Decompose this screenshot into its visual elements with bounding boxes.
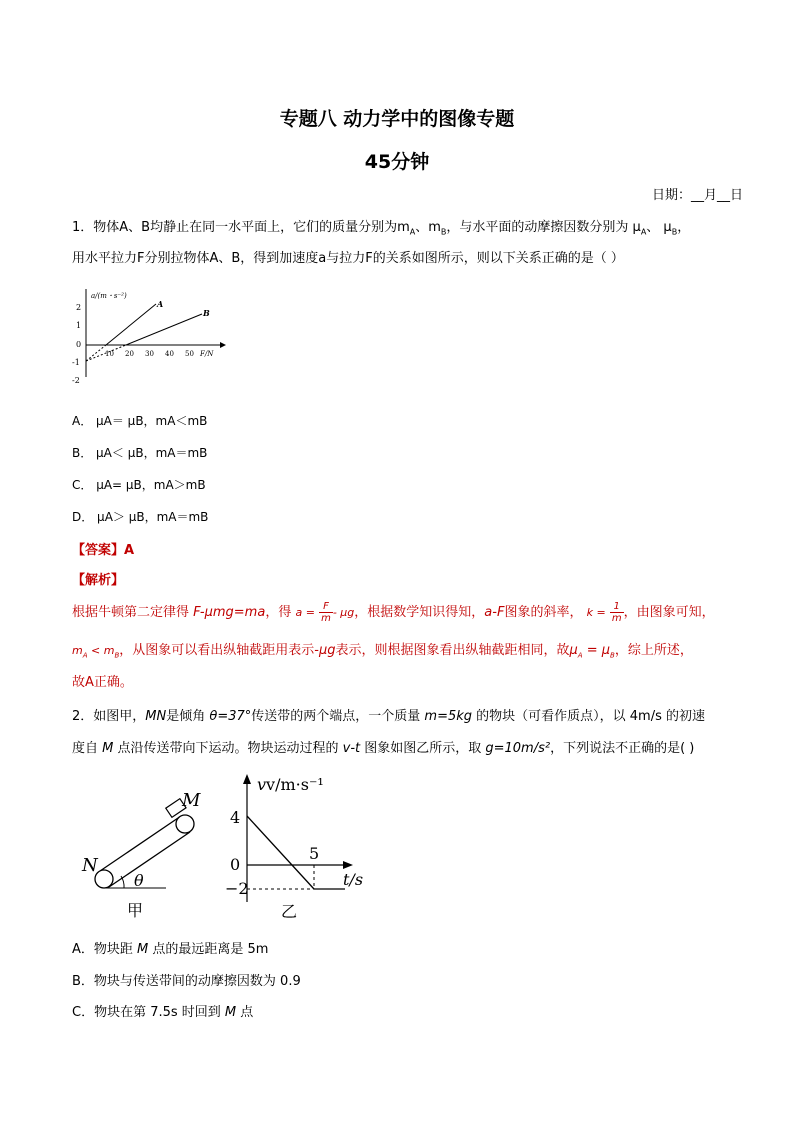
q1-option-c[interactable]: C． μA= μB，mA＞mB — [72, 478, 206, 492]
q1-analysis-line2: $m_A < m_B$，从图象可以看出纵轴截距用表示-μg表示，则根据图象看出纵轴截距相同，故$\mu_A = \mu_B$，综上所述， — [72, 643, 693, 660]
q1-analysis-label: 【解析】 — [72, 573, 125, 588]
xtick-30: 30 — [145, 350, 154, 358]
q1-option-b[interactable]: B． μA＜ μB，mA＝mB — [72, 446, 208, 460]
label-theta: θ — [134, 871, 144, 890]
ytick-0: 0 — [76, 340, 82, 349]
v-axis-arrow — [243, 774, 251, 784]
t-axis-label: t/s — [343, 870, 364, 889]
v-axis-label: vv/m·s⁻¹ — [257, 775, 324, 794]
ytick-m2: -2 — [72, 376, 80, 385]
q1-option-a[interactable]: A． μA＝ μB，mA＜mB — [72, 414, 208, 428]
label-b: B — [203, 308, 210, 318]
q2-figure-conveyor — [78, 782, 218, 922]
caption-yi: 乙 — [281, 902, 298, 921]
page-title: 专题八 动力学中的图像专题 — [279, 108, 515, 130]
q2-figure-vt-graph — [225, 770, 375, 925]
line-b-extension — [86, 345, 126, 361]
q1-line2: 用水平拉力F分别拉物体A、B，得到加速度a与拉力F的关系如图所示，则以下关系正确的是（ ） — [72, 251, 624, 266]
date-label: 日期：__月__日 — [652, 188, 744, 203]
q1-line1: 1．物体A、B均静止在同一水平面上，它们的质量分别为$m_A$、$m_B$，与水平面的动摩擦因数分别为 $\mu_A$、 $\mu_B$， — [72, 220, 691, 237]
caption-jia: 甲 — [127, 901, 144, 920]
v-tick-0: 0 — [230, 855, 241, 874]
page-subtitle: 45分钟 — [364, 151, 430, 173]
line-a-extension — [86, 345, 106, 361]
belt-top-edge — [100, 816, 181, 871]
v-tick-4: 4 — [230, 808, 241, 827]
q1-answer: 【答案】A — [72, 543, 135, 558]
v-tick-m2: −2 — [225, 879, 249, 898]
t-axis-arrow — [343, 861, 353, 869]
ytick-2: 2 — [76, 303, 82, 312]
q1-option-d[interactable]: D． μA＞ μB，mA＝mB — [72, 510, 209, 524]
q1-a-f-chart — [72, 285, 232, 385]
label-n: N — [82, 855, 98, 876]
ytick-1: 1 — [76, 321, 82, 330]
y-axis-label: a/(m・s⁻²) — [91, 292, 127, 300]
q2-line1: 2．如图甲，MN是倾角 θ=37°传送带的两个端点，一个质量 m=5kg 的物块（可看作质点），以 4m/s 的初速 — [72, 709, 706, 724]
x-axis-arrow — [220, 342, 226, 348]
label-m: M — [182, 790, 201, 811]
xtick-10: 10 — [105, 350, 114, 358]
t-tick-5: 5 — [309, 844, 320, 863]
belt-bottom-edge — [109, 832, 190, 887]
vt-line-decel — [247, 816, 314, 889]
xtick-40: 40 — [165, 350, 174, 358]
q2-option-b[interactable]: B．物块与传送带间的动摩擦因数为 0.9 — [72, 974, 301, 989]
xtick-20: 20 — [125, 350, 134, 358]
xtick-50: 50 — [185, 350, 194, 358]
ytick-m1: -1 — [72, 358, 80, 367]
pulley-m — [176, 815, 194, 833]
line-a — [106, 304, 156, 345]
q1-analysis-line3: 故A正确。 — [72, 675, 133, 690]
q2-option-a[interactable]: A．物块距 M 点的最远距离是 5m — [72, 942, 269, 957]
q2-line2: 度自 M 点沿传送带向下运动。物块运动过程的 v-t 图象如图乙所示，取 g=10m/s²，下列说法不正确的是( ) — [72, 741, 695, 756]
q1-analysis-line1: 根据牛顿第二定律得 F-μmg=ma，得 a = $\frac{F}{m}$ - μg，根据数学知识得知，a-F图象的斜率， k = $\frac{1}{m}$ ，由图象可知， — [72, 601, 715, 624]
label-a: A — [157, 299, 164, 309]
q2-option-c[interactable]: C．物块在第 7.5s 时回到 M 点 — [72, 1005, 254, 1020]
x-axis-label: F/N — [200, 350, 214, 358]
